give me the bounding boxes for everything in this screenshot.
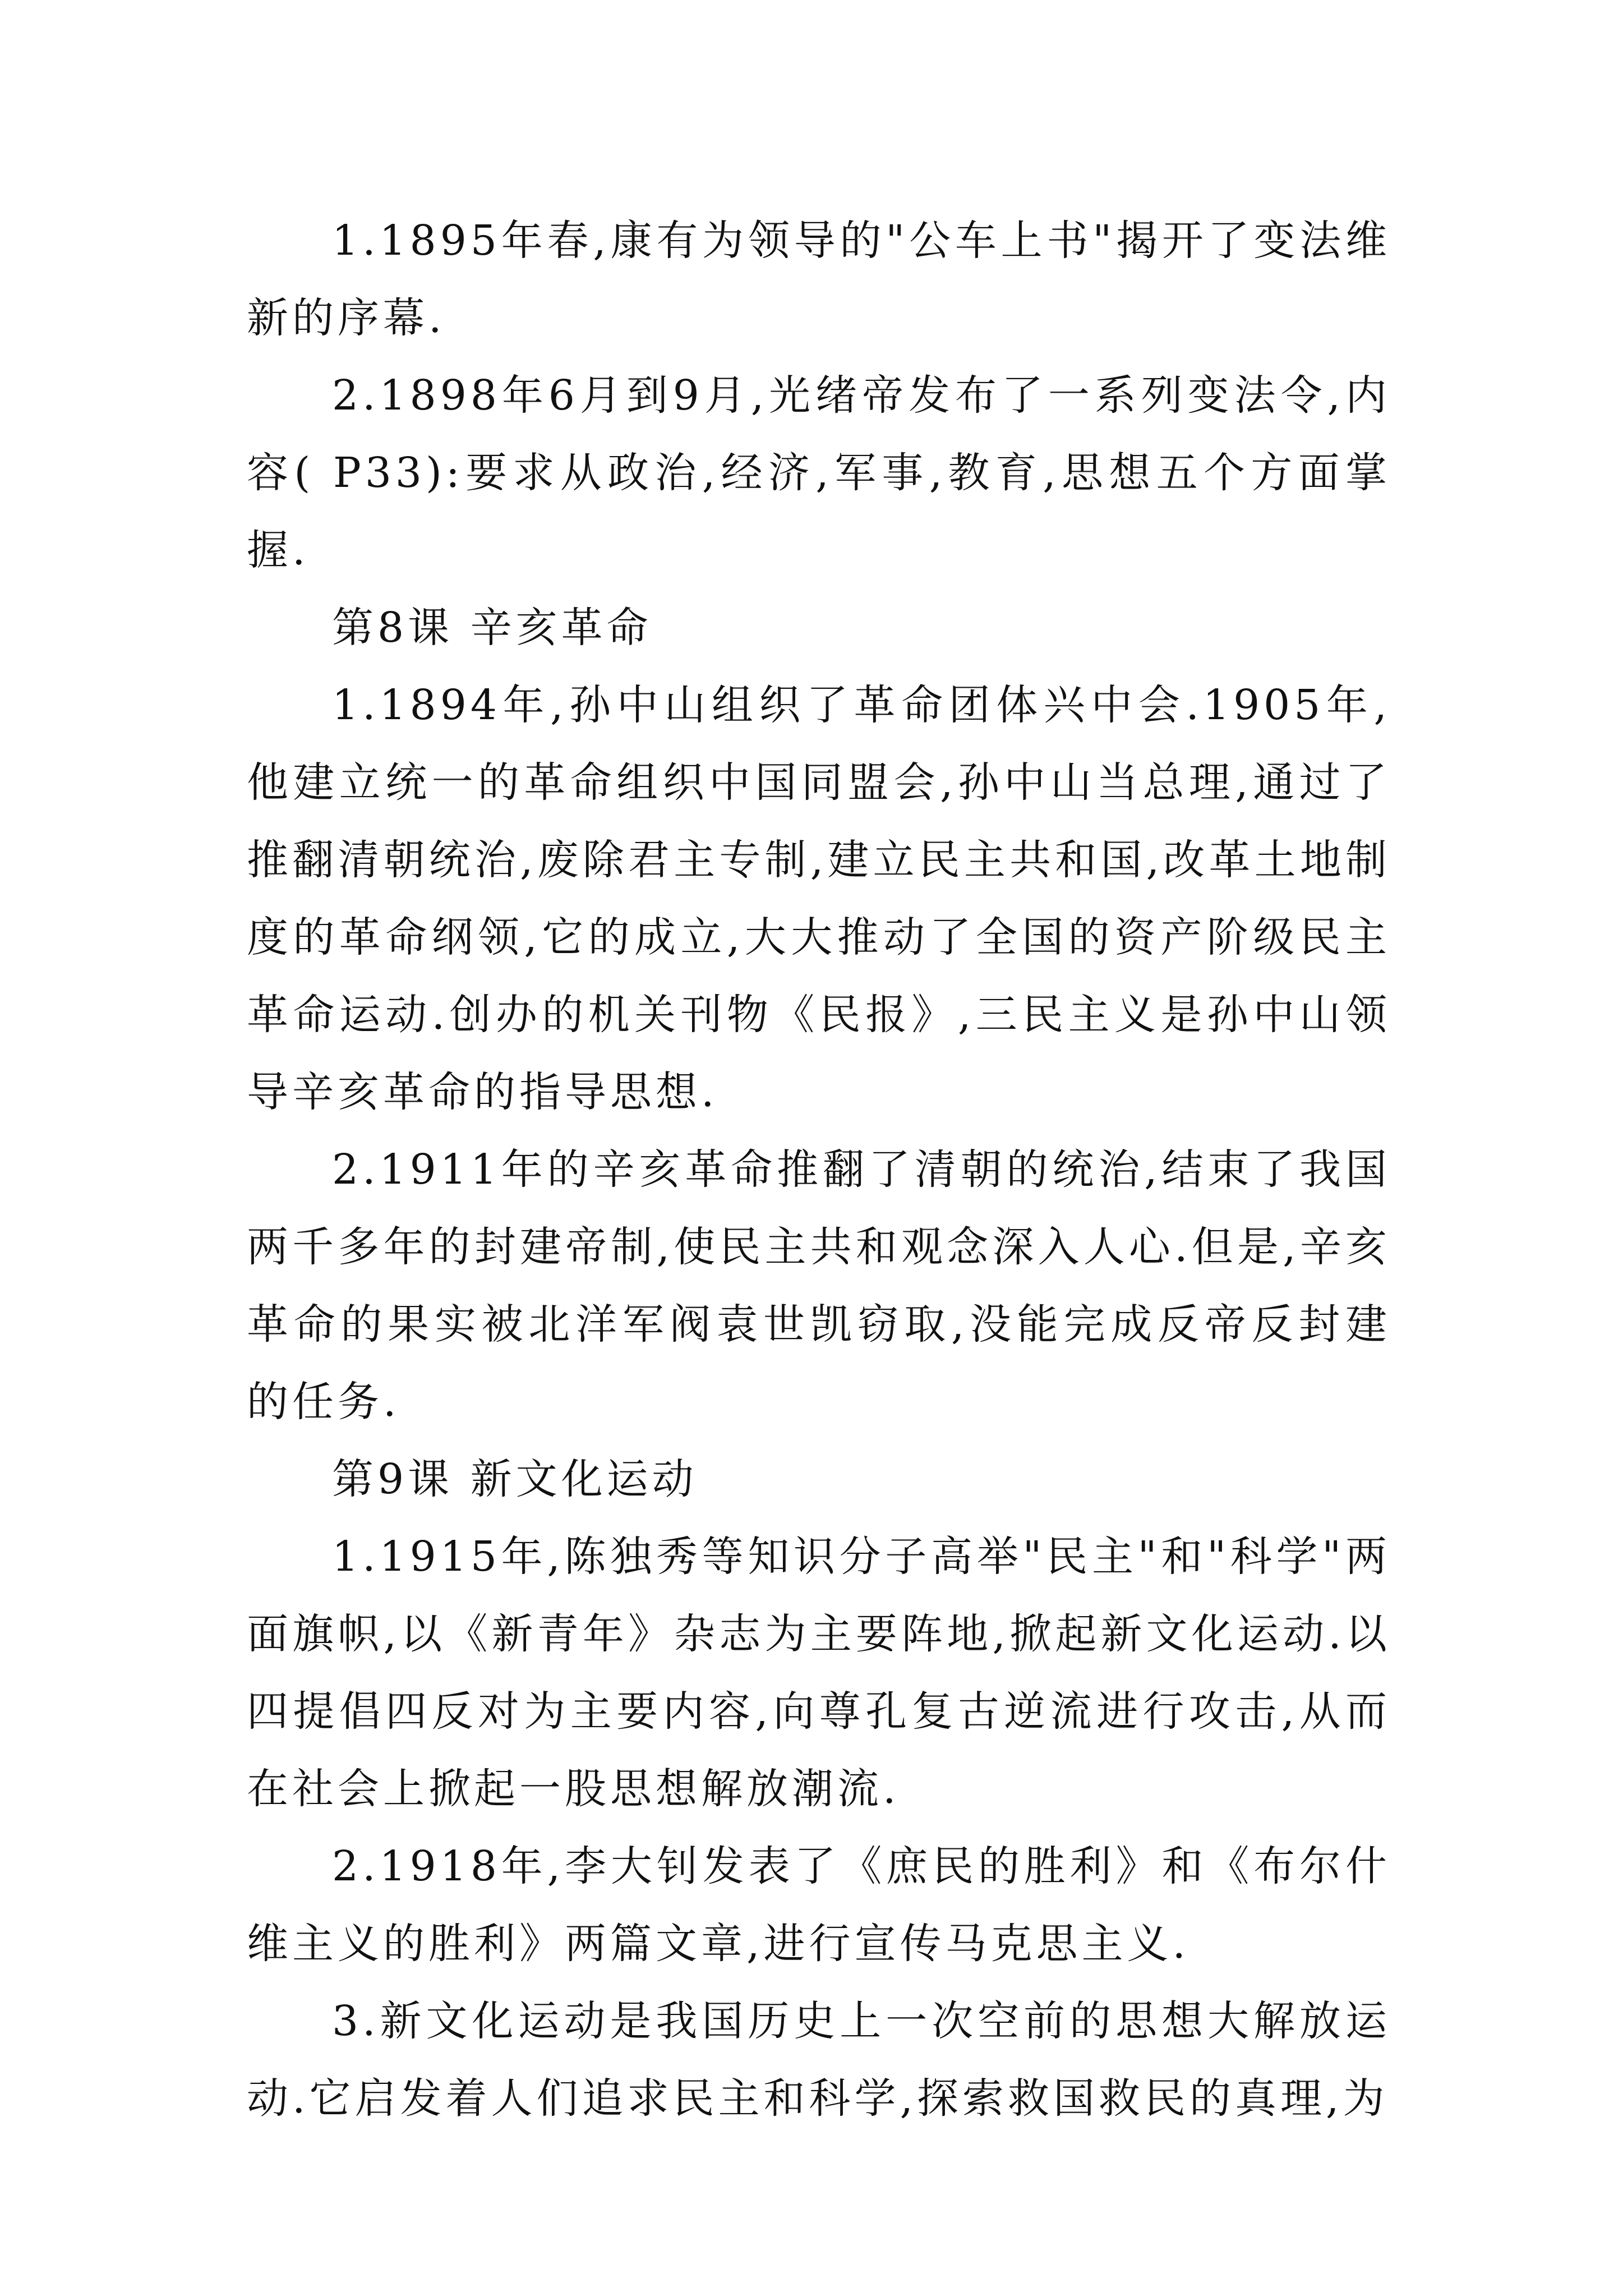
paragraph: 1.1895年春,康有为领导的"公车上书"揭开了变法维新的序幕. — [247, 217, 1391, 342]
paragraph: 2.1918年,李大钊发表了《庶民的胜利》和《布尔什维主义的胜利》两篇文章,进行宣传马克思主义. — [247, 1842, 1391, 1968]
lesson-heading: 第9课 新文化运动 — [332, 1455, 698, 1503]
paragraph: 1.1915年,陈独秀等知识分子高举"民主"和"科学"两面旗帜,以《新青年》杂志为主要阵地,掀起新文化运动.以四提倡四反对为主要内容,向尊孔复古逆流进行攻击,从而在社会上掀起一股思想解放潮流. — [247, 1533, 1391, 1813]
paragraph: 2.1911年的辛亥革命推翻了清朝的统治,结束了我国两千多年的封建帝制,使民主共和观念深入人心.但是,辛亥革命的果实被北洋军阀袁世凯窃取,没能完成反帝反封建的任务. — [247, 1145, 1391, 1426]
paragraph: 1.1894年,孙中山组织了革命团体兴中会.1905年,他建立统一的革命组织中国同盟会,孙中山当总理,通过了推翻清朝统治,废除君主专制,建立民主共和国,改革土地制度的革命纲领,它的成立,大大推动了全国的资产阶级民主革命运动.创办的机关刊物《民报》,三民主义是孙中山领导辛亥革命的指导思想. — [247, 681, 1391, 1116]
paragraph: 2.1898年6月到9月,光绪帝发布了一系列变法令,内容( P33):要求从政治,经济,军事,教育,思想五个方面掌握. — [247, 371, 1391, 574]
document-body — [247, 202, 1391, 2137]
lesson-heading: 第8课 辛亥革命 — [332, 604, 652, 652]
paragraph: 3.新文化运动是我国历史上一次空前的思想大解放运动.它启发着人们追求民主和科学,探索救国救民的真理,为 — [247, 1997, 1391, 2123]
